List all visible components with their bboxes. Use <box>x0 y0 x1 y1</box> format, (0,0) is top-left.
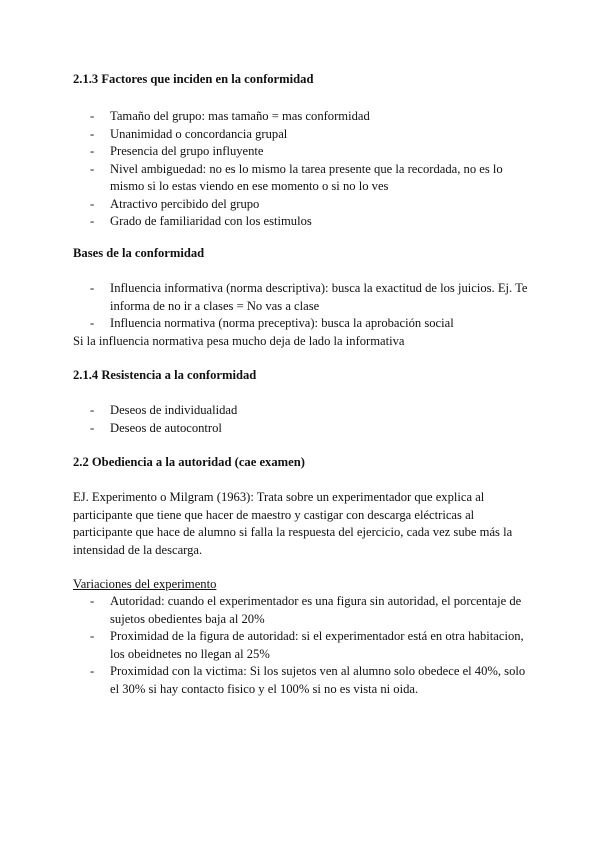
list-factores <box>73 108 533 231</box>
list-item: - Deseos de individualidad <box>73 402 533 420</box>
list-variaciones <box>73 593 533 698</box>
heading-factores: 2.1.3 Factores que inciden en la conformidad <box>73 72 314 86</box>
list-item: - Deseos de autocontrol <box>73 420 533 438</box>
dash-bullet: - <box>90 109 95 123</box>
dash-bullet: - <box>90 420 95 435</box>
heading-bases: Bases de la conformidad <box>73 246 205 260</box>
bases-note: Si la influencia normativa pesa mucho deja de lado la informativa <box>73 334 405 348</box>
dash-bullet: - <box>90 594 95 608</box>
dash-bullet: - <box>90 403 95 417</box>
list-item: - Influencia informativa (norma descriptiva): busca la exactitud de los juicios. Ej. Te informa de no ir a clases = No vas a clase <box>90 281 528 313</box>
dash-bullet: - <box>90 161 95 176</box>
list-item: - Presencia del grupo influyente <box>73 143 533 161</box>
list-item: - Influencia normativa (norma preceptiva): busca la aprobación social <box>73 315 533 333</box>
list-bases <box>73 280 533 333</box>
dash-bullet: - <box>90 196 95 211</box>
list-item: - Proximidad de la figura de autoridad: si el experimentador está en otra habitacion, los obeidnetes no llegan al 25% <box>90 629 524 661</box>
list-item: - Unanimidad o concordancia grupal <box>73 126 533 144</box>
list-item: - Autoridad: cuando el experimentador es una figura sin autoridad, el porcentaje de sujetos obedientes baja al 20% <box>90 594 522 626</box>
list-item: - Nivel ambiguedad: no es lo mismo la tarea presente que la recordada, no es lo mismo si lo estas viendo en ese momento o si no lo ves <box>90 161 503 193</box>
variations-title: Variaciones del experimento <box>73 577 217 591</box>
list-item: - Atractivo percibido del grupo <box>73 196 533 214</box>
list-resistencia <box>73 402 533 437</box>
milgram-paragraph: EJ. Experimento o Milgram (1963): Trata sobre un experimentador que explica al participante que tiene que hacer de maestro y castigar con descarga eléctricas al participante que hace de alumno si falla la respuesta del ejercicio, cada vez sube más la intensidad de la descarga. <box>73 490 513 557</box>
dash-bullet: - <box>90 629 95 643</box>
list-item: - Grado de familiaridad con los estimulos <box>73 213 533 231</box>
list-item: - Proximidad con la victima: Si los sujetos ven al alumno solo obedece el 40%, solo el 30% si hay contacto fisico y el 100% si no es vista ni oida. <box>90 664 526 696</box>
dash-bullet: - <box>90 664 95 678</box>
list-item: - Tamaño del grupo: mas tamaño = mas conformidad <box>73 108 533 126</box>
heading-obediencia: 2.2 Obediencia a la autoridad (cae examen) <box>73 455 305 469</box>
dash-bullet: - <box>90 316 95 330</box>
dash-bullet: - <box>90 281 95 295</box>
dash-bullet: - <box>90 144 95 158</box>
dash-bullet: - <box>90 126 95 141</box>
dash-bullet: - <box>90 214 95 228</box>
heading-resistencia: 2.1.4 Resistencia a la conformidad <box>73 368 257 382</box>
